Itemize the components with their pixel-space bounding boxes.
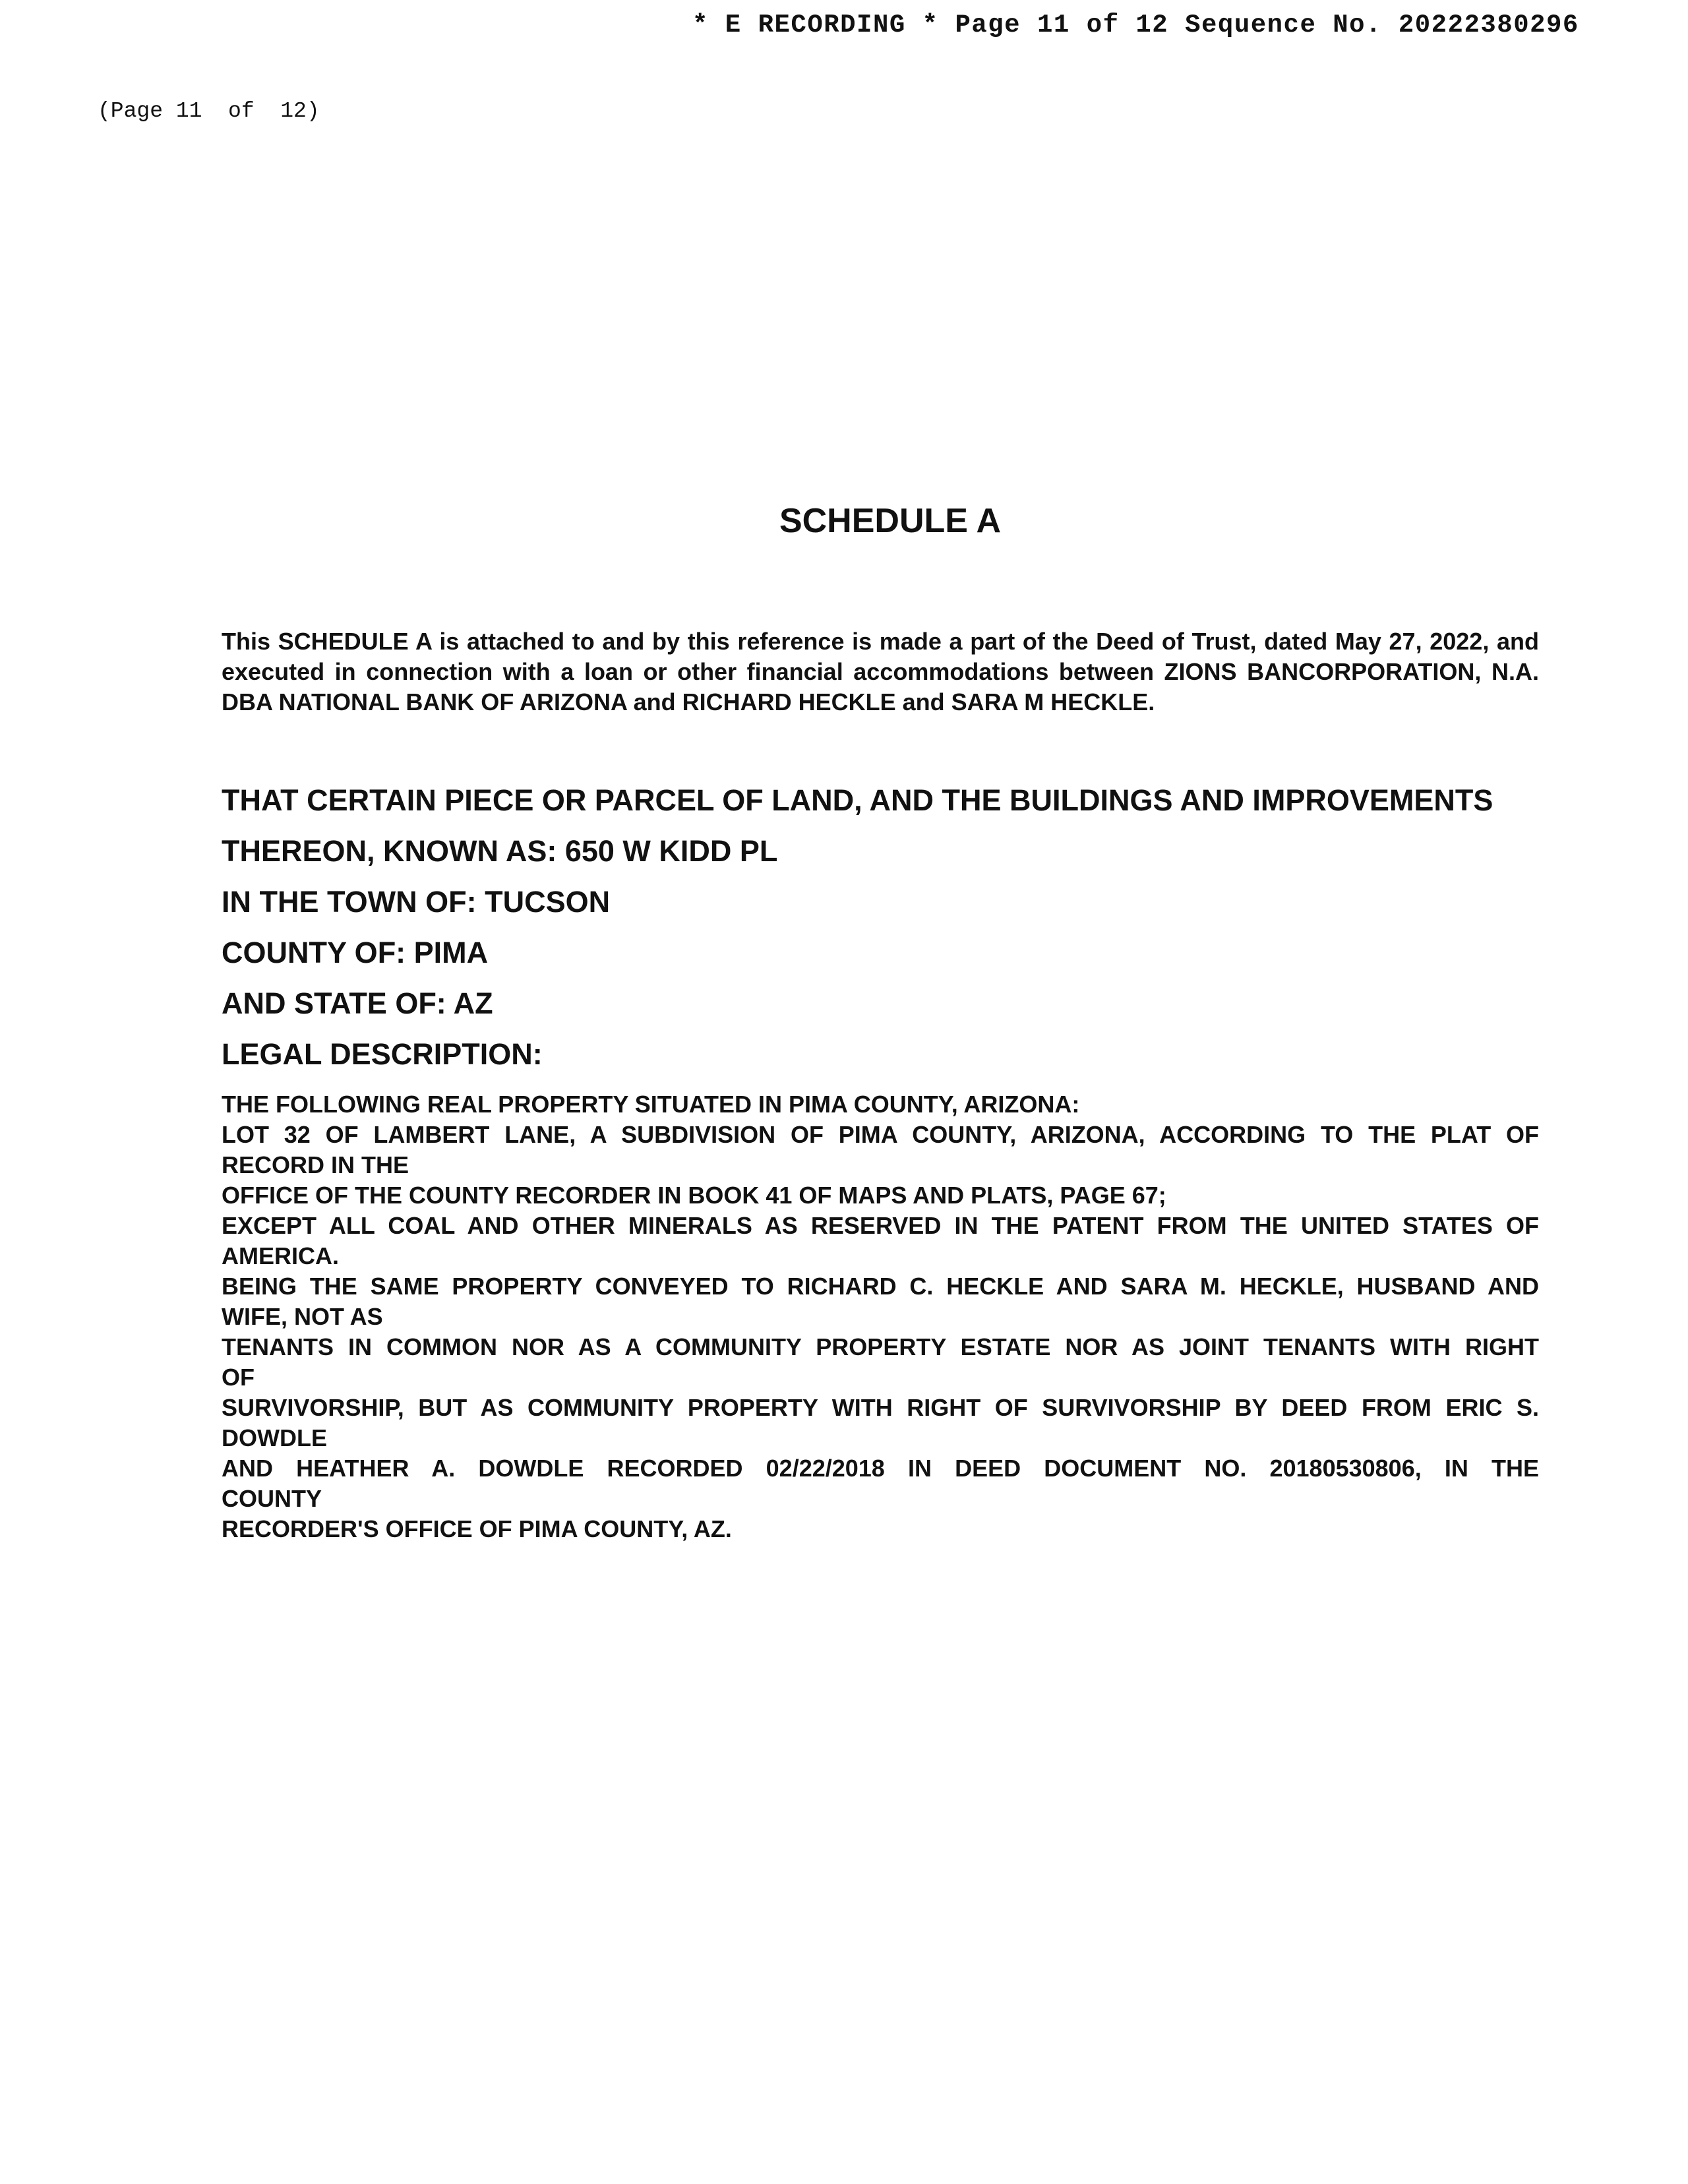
property-town: IN THE TOWN OF: TUCSON [222, 885, 611, 919]
property-line-2: THEREON, KNOWN AS: 650 W KIDD PL [222, 834, 778, 868]
legal-description-heading: LEGAL DESCRIPTION: [222, 1037, 543, 1071]
property-state: AND STATE OF: AZ [222, 986, 493, 1020]
legal-line: BEING THE SAME PROPERTY CONVEYED TO RICHARD C. HECKLE AND SARA M. HECKLE, HUSBAND AND [222, 1273, 1539, 1300]
legal-line: THE FOLLOWING REAL PROPERTY SITUATED IN PIMA COUNTY, ARIZONA: [222, 1091, 1080, 1118]
legal-line: EXCEPT ALL COAL AND OTHER MINERALS AS RESERVED IN THE PATENT FROM THE UNITED STATES OF [222, 1212, 1539, 1239]
intro-paragraph: This SCHEDULE A is attached to and by this reference is made a part of the Deed of Trust, dated May 27, 2022, and executed in connection with a loan or other financial accommodations between ZIONS BANCORPORATION, N.A. DBA NATIONAL BANK OF ARIZONA and RICHARD HECKLE and SARA M HECKLE. [222, 628, 1539, 715]
legal-line: RECORDER'S OFFICE OF PIMA COUNTY, AZ. [222, 1515, 732, 1542]
property-block [222, 775, 1540, 1079]
legal-line: AMERICA. [222, 1242, 339, 1269]
legal-line: WIFE, NOT AS [222, 1303, 383, 1330]
property-line-1: THAT CERTAIN PIECE OR PARCEL OF LAND, AND THE BUILDINGS AND IMPROVEMENTS [222, 783, 1493, 817]
legal-line: RECORD IN THE [222, 1151, 409, 1178]
legal-line: AND HEATHER A. DOWDLE RECORDED 02/22/2018 IN DEED DOCUMENT NO. 20180530806, IN THE [222, 1455, 1539, 1482]
schedule-title: SCHEDULE A [779, 502, 1002, 540]
legal-line: SURVIVORSHIP, BUT AS COMMUNITY PROPERTY WITH RIGHT OF SURVIVORSHIP BY DEED FROM ERIC S. [222, 1394, 1539, 1421]
legal-line: LOT 32 OF LAMBERT LANE, A SUBDIVISION OF PIMA COUNTY, ARIZONA, ACCORDING TO THE PLAT OF [222, 1121, 1539, 1148]
property-county: COUNTY OF: PIMA [222, 936, 489, 969]
legal-description-body [222, 1089, 1539, 1544]
recording-stamp-header: * E RECORDING * Page 11 of 12 Sequence No. 20222380296 [692, 11, 1579, 40]
legal-line: COUNTY [222, 1485, 322, 1512]
legal-line: OF [222, 1364, 255, 1391]
legal-line: TENANTS IN COMMON NOR AS A COMMUNITY PROPERTY ESTATE NOR AS JOINT TENANTS WITH RIGHT [222, 1333, 1539, 1360]
legal-line: DOWDLE [222, 1424, 327, 1451]
legal-line: OFFICE OF THE COUNTY RECORDER IN BOOK 41 OF MAPS AND PLATS, PAGE 67; [222, 1182, 1166, 1209]
page-counter: (Page 11 of 12) [98, 99, 320, 123]
